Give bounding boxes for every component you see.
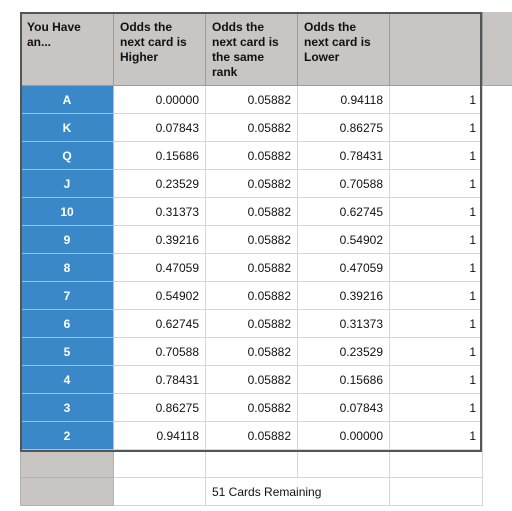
empty-cell[interactable] [390,450,483,478]
table-row [21,114,483,142]
count-cell[interactable]: 1 [390,86,483,114]
odds-higher-cell[interactable]: 0.15686 [114,142,206,170]
empty-cell[interactable] [21,450,114,478]
rank-cell[interactable]: 8 [21,254,114,282]
table-row [21,338,483,366]
table-row [21,170,483,198]
rank-cell[interactable]: 4 [21,366,114,394]
odds-lower-cell[interactable]: 0.70588 [298,170,390,198]
cards-remaining-label: 51 Cards Remaining [206,478,390,506]
odds-lower-cell[interactable]: 0.23529 [298,338,390,366]
odds-higher-cell[interactable]: 0.23529 [114,170,206,198]
header-odds-lower[interactable]: Odds the next card is Lower [298,13,390,86]
odds-same-cell[interactable]: 0.05882 [206,366,298,394]
table-row [21,254,483,282]
odds-lower-cell[interactable]: 0.86275 [298,114,390,142]
rank-cell[interactable]: A [21,86,114,114]
table-row [21,366,483,394]
rank-cell[interactable]: 3 [21,394,114,422]
count-cell[interactable]: 1 [390,366,483,394]
header-count[interactable] [390,13,483,86]
odds-same-cell[interactable]: 0.05882 [206,310,298,338]
odds-same-cell[interactable]: 0.05882 [206,338,298,366]
rank-cell[interactable]: K [21,114,114,142]
count-cell[interactable]: 1 [390,142,483,170]
count-cell[interactable]: 1 [390,226,483,254]
odds-lower-cell[interactable]: 0.00000 [298,422,390,450]
odds-lower-cell[interactable]: 0.47059 [298,254,390,282]
odds-higher-cell[interactable]: 0.70588 [114,338,206,366]
odds-lower-cell[interactable]: 0.31373 [298,310,390,338]
count-cell[interactable]: 1 [390,198,483,226]
odds-higher-cell[interactable]: 0.86275 [114,394,206,422]
header-you-have[interactable]: You Have an... [21,13,114,86]
count-cell[interactable]: 1 [390,422,483,450]
odds-lower-cell[interactable]: 0.07843 [298,394,390,422]
odds-higher-cell[interactable]: 0.00000 [114,86,206,114]
table-row [21,226,483,254]
odds-higher-cell[interactable]: 0.94118 [114,422,206,450]
empty-cell[interactable] [390,478,483,506]
count-cell[interactable]: 1 [390,282,483,310]
count-cell[interactable]: 1 [390,338,483,366]
odds-same-cell[interactable]: 0.05882 [206,422,298,450]
odds-lower-cell[interactable]: 0.54902 [298,226,390,254]
header-odds-higher[interactable]: Odds the next card is Higher [114,13,206,86]
rank-cell[interactable]: J [21,170,114,198]
footer-row-empty [21,450,483,478]
odds-same-cell[interactable]: 0.05882 [206,142,298,170]
odds-lower-cell[interactable]: 0.62745 [298,198,390,226]
footer-row-remaining [21,478,483,506]
table-row [21,422,483,450]
odds-higher-cell[interactable]: 0.31373 [114,198,206,226]
empty-cell[interactable] [206,450,298,478]
rank-cell[interactable]: 7 [21,282,114,310]
empty-cell[interactable] [114,450,206,478]
odds-higher-cell[interactable]: 0.07843 [114,114,206,142]
odds-lower-cell[interactable]: 0.78431 [298,142,390,170]
header-row [21,13,483,86]
odds-same-cell[interactable]: 0.05882 [206,226,298,254]
table-row [21,282,483,310]
count-cell[interactable]: 1 [390,170,483,198]
odds-higher-cell[interactable]: 0.39216 [114,226,206,254]
odds-higher-cell[interactable]: 0.62745 [114,310,206,338]
table-row [21,394,483,422]
odds-same-cell[interactable]: 0.05882 [206,114,298,142]
rank-cell[interactable]: 10 [21,198,114,226]
table-row [21,86,483,114]
rank-cell[interactable]: 2 [21,422,114,450]
count-cell[interactable]: 1 [390,394,483,422]
table-row [21,310,483,338]
rank-cell[interactable]: 9 [21,226,114,254]
odds-higher-cell[interactable]: 0.47059 [114,254,206,282]
rank-cell[interactable]: Q [21,142,114,170]
table-row [21,198,483,226]
odds-lower-cell[interactable]: 0.39216 [298,282,390,310]
table-row [21,142,483,170]
odds-same-cell[interactable]: 0.05882 [206,282,298,310]
count-cell[interactable]: 1 [390,114,483,142]
odds-lower-cell[interactable]: 0.15686 [298,366,390,394]
empty-cell[interactable] [298,450,390,478]
header-odds-same[interactable]: Odds the next card is the same rank [206,13,298,86]
odds-same-cell[interactable]: 0.05882 [206,86,298,114]
rank-cell[interactable]: 6 [21,310,114,338]
odds-higher-cell[interactable]: 0.54902 [114,282,206,310]
odds-same-cell[interactable]: 0.05882 [206,198,298,226]
extra-column-header [482,12,512,86]
odds-higher-cell[interactable]: 0.78431 [114,366,206,394]
odds-table [20,12,483,506]
odds-same-cell[interactable]: 0.05882 [206,170,298,198]
empty-cell[interactable] [21,478,114,506]
count-cell[interactable]: 1 [390,310,483,338]
odds-same-cell[interactable]: 0.05882 [206,394,298,422]
count-cell[interactable]: 1 [390,254,483,282]
odds-lower-cell[interactable]: 0.94118 [298,86,390,114]
rank-cell[interactable]: 5 [21,338,114,366]
odds-same-cell[interactable]: 0.05882 [206,254,298,282]
empty-cell[interactable] [114,478,206,506]
